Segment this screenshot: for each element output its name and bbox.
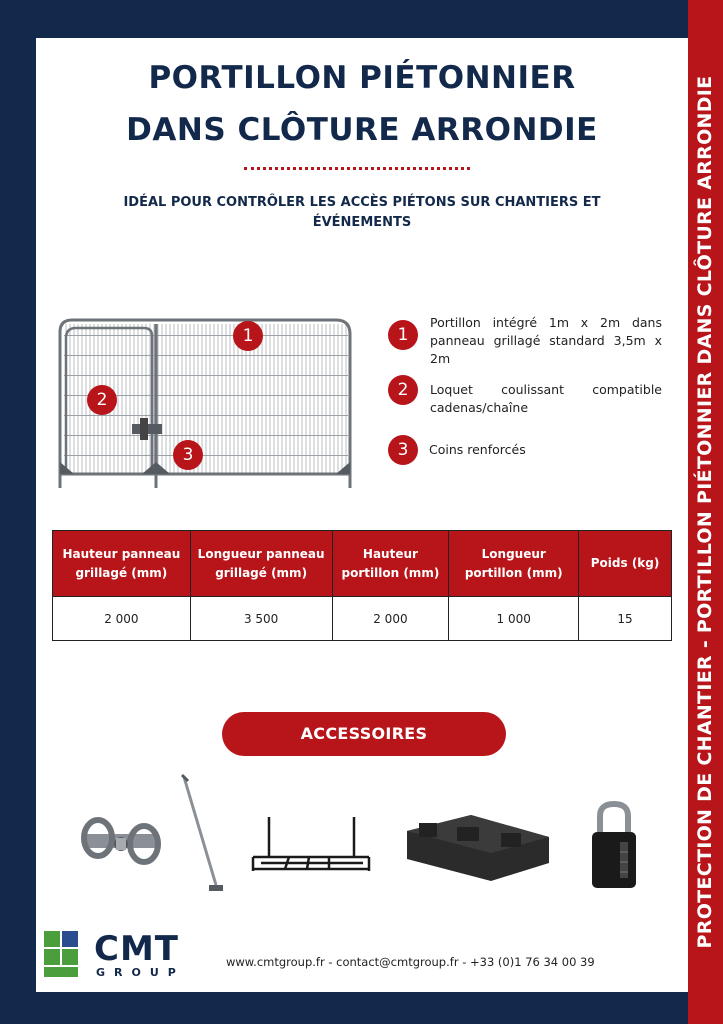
subtitle-line-1: IDÉAL POUR CONTRÔLER LES ACCÈS PIÉTONS SUR CHANTIERS ET	[123, 195, 601, 210]
feature-number-2: 2	[388, 375, 418, 405]
concrete-block-icon	[401, 801, 556, 886]
stay-brace-icon	[176, 773, 236, 898]
logo-square	[62, 949, 78, 965]
feature-number-1: 1	[388, 320, 418, 350]
table-header	[332, 531, 449, 597]
specs-table	[52, 530, 672, 641]
image-marker-3: 3	[173, 440, 203, 470]
image-marker-2: 2	[87, 385, 117, 415]
table-header	[53, 531, 191, 597]
table-row	[53, 597, 672, 641]
table-cell: 3 500	[190, 597, 332, 641]
header-line: Poids (kg)	[590, 556, 660, 570]
table-header	[579, 531, 672, 597]
subtitle	[106, 193, 618, 233]
contact-info: www.cmtgroup.fr - contact@cmtgroup.fr - +33 (0)1 76 34 00 39	[226, 955, 595, 969]
logo-square	[62, 931, 78, 947]
feature-text-1: Portillon intégré 1m x 2m dans panneau grillagé standard 3,5m x 2m	[430, 315, 662, 366]
table-cell: 1 000	[449, 597, 579, 641]
header-line: Longueur panneau	[197, 546, 325, 561]
table-cell: 2 000	[332, 597, 449, 641]
feature-number-3: 3	[388, 435, 418, 465]
header-line: Hauteur panneau	[62, 546, 181, 561]
footed-rack-icon	[249, 813, 374, 878]
logo-text: CMT	[94, 929, 179, 969]
document-sheet	[36, 38, 688, 992]
logo-square	[44, 931, 60, 947]
cmt-logo	[44, 931, 194, 981]
header-line: Hauteur	[362, 546, 418, 561]
side-banner-text: PROTECTION DE CHANTIER - PORTILLON PIÉTONNIER DANS CLÔTURE ARRONDIE	[694, 75, 716, 949]
logo-square	[44, 967, 78, 977]
table-cell: 15	[579, 597, 672, 641]
image-marker-1: 1	[233, 321, 263, 351]
table-header	[190, 531, 332, 597]
table-header	[449, 531, 579, 597]
accessories-button[interactable]: ACCESSOIRES	[222, 712, 506, 756]
logo-square	[44, 949, 60, 965]
header-line: grillagé (mm)	[215, 565, 308, 580]
title-line-2: DANS CLÔTURE ARRONDIE	[126, 112, 598, 148]
feature-text-2: Loquet coulissant compatible cadenas/chaîne	[430, 382, 662, 415]
header-line: grillagé (mm)	[75, 565, 168, 580]
title-line-1: PORTILLON PIÉTONNIER	[148, 60, 576, 96]
logo-subtext: GROUP	[96, 966, 185, 979]
header-line: portillon (mm)	[464, 565, 563, 580]
clamp-icon	[76, 808, 166, 878]
padlock-icon	[584, 798, 644, 893]
table-header-row	[53, 531, 672, 597]
title-divider	[244, 167, 470, 170]
header-line: Longueur	[481, 546, 546, 561]
feature-text-3: Coins renforcés	[429, 442, 526, 457]
subtitle-line-2: ÉVÉNEMENTS	[312, 215, 412, 230]
header-line: portillon (mm)	[341, 565, 440, 580]
table-cell: 2 000	[53, 597, 191, 641]
